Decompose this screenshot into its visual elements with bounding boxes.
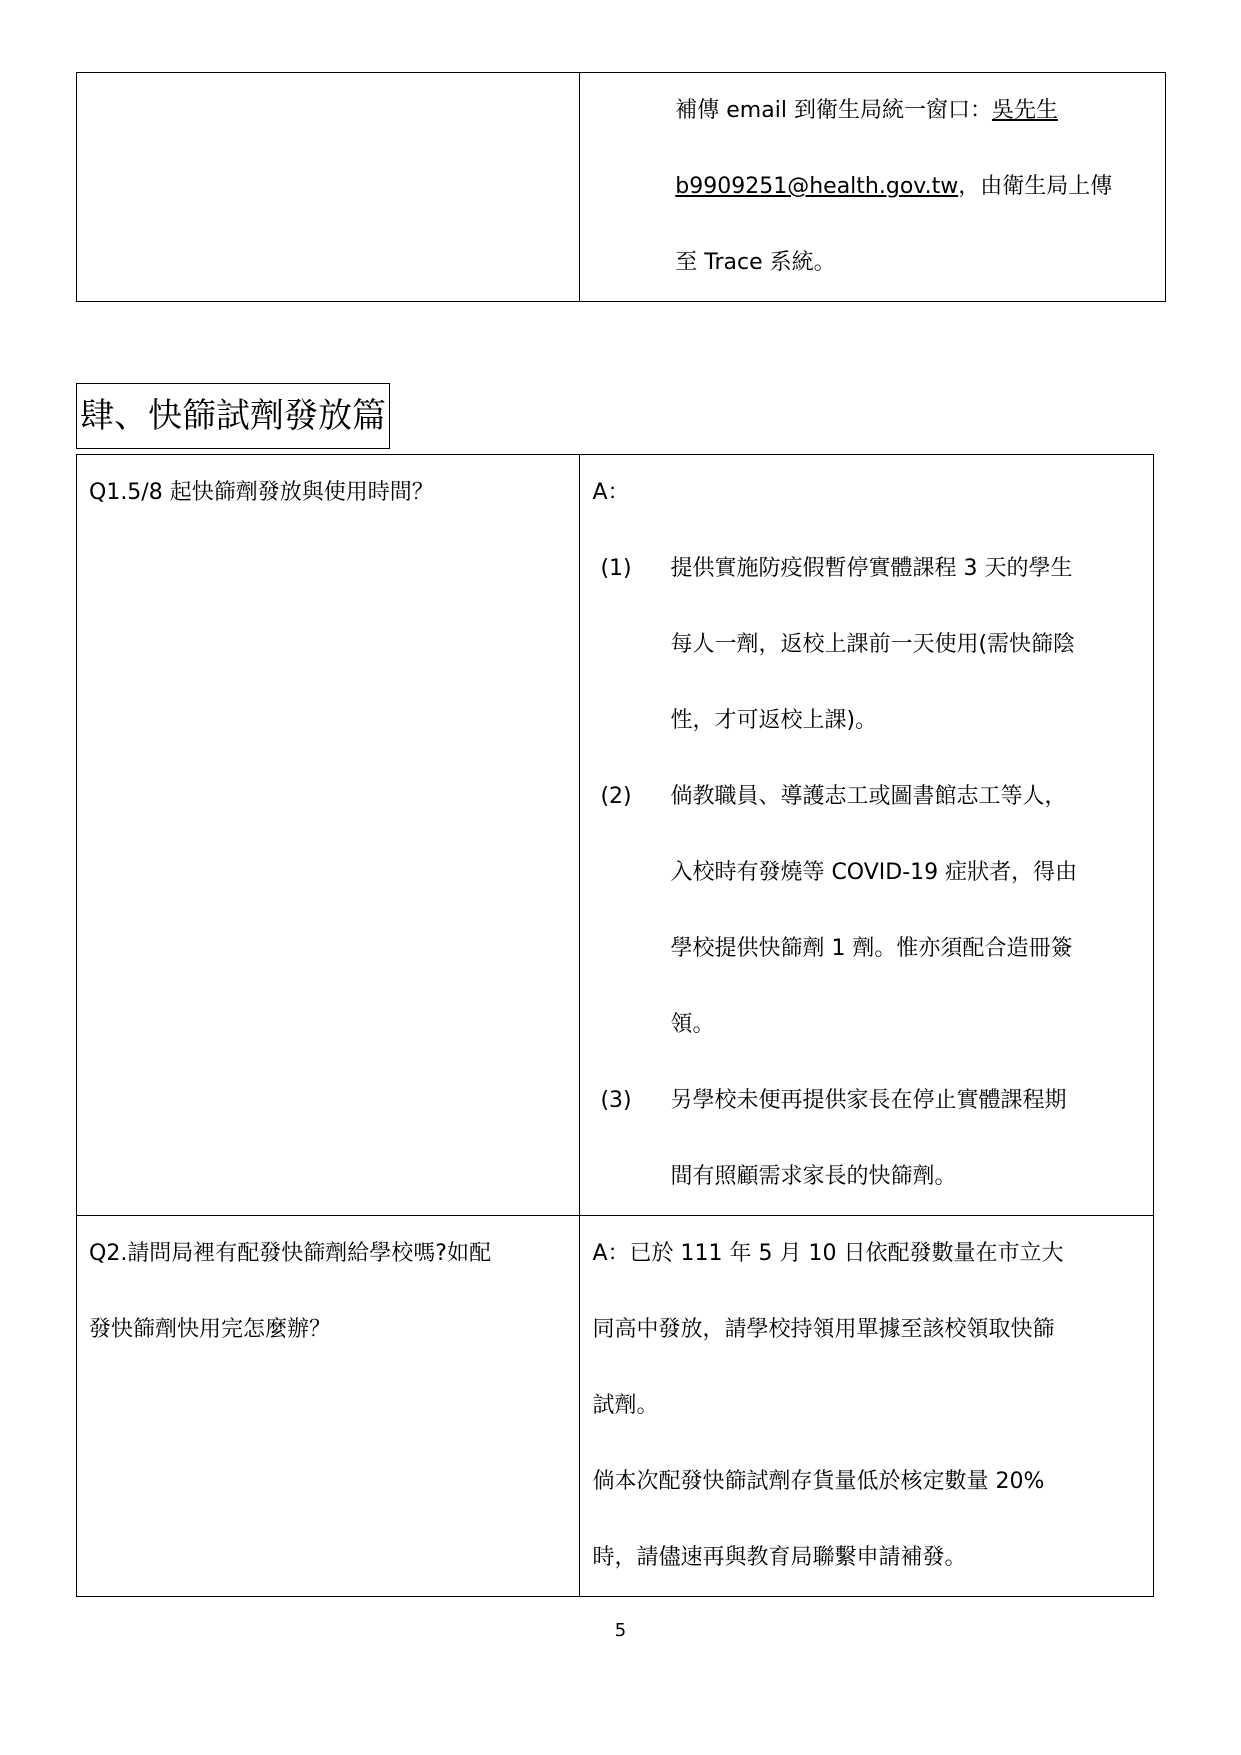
question-line: Q1.5/8 起快篩劑發放與使用時間？: [89, 480, 434, 505]
answer-line: 領。: [670, 1012, 715, 1037]
item-number: (2): [600, 784, 632, 809]
question-cell: [77, 1216, 580, 1597]
answer-line: A：已於 111 年 5 月 10 日依配發數量在市立大: [592, 1241, 1064, 1266]
answer-line: 倘教職員、導護志工或圖書館志工等人，: [670, 784, 1067, 809]
answer-line: 同高中發放，請學校持領用單據至該校領取快篩: [592, 1317, 1055, 1342]
section-title: 肆、快篩試劑發放篇: [76, 383, 390, 449]
top-line-1: 補傳 email 到衛生局統一窗口：吳先生: [675, 98, 1058, 123]
top-line-2: b9909251@health.gov.tw，由衛生局上傳: [675, 174, 1113, 199]
item-number: (3): [600, 1088, 632, 1113]
faq-row-2: [77, 1216, 1154, 1597]
answer-item: [592, 759, 1153, 1063]
answer-line: 間有照顧需求家長的快篩劑。: [670, 1164, 957, 1189]
top-line-3: 至 Trace 系統。: [675, 250, 836, 275]
answer-line: 倘本次配發快篩試劑存貨量低於核定數量 20%: [592, 1469, 1045, 1494]
question-line: 發快篩劑快用完怎麼辦？: [89, 1317, 332, 1342]
item-number: (1): [600, 556, 632, 581]
answer-line: 時，請儘速再與教育局聯繫申請補發。: [592, 1545, 967, 1570]
answer-line: 試劑。: [592, 1393, 659, 1418]
answer-cell: [580, 1216, 1154, 1597]
top-table: [76, 72, 1166, 302]
answer-line: 每人一劑，返校上課前一天使用(需快篩陰: [670, 632, 1076, 657]
answer-line: 學校提供快篩劑 1 劑。惟亦須配合造冊簽: [670, 936, 1073, 961]
answer-intro: A：: [592, 480, 630, 505]
question-cell: [77, 455, 580, 1216]
answer-line: 入校時有發燒等 COVID-19 症狀者，得由: [670, 860, 1078, 885]
faq-row-1: [77, 455, 1154, 1216]
answer-line: 提供實施防疫假暫停實體課程 3 天的學生: [670, 556, 1073, 581]
faq-table: [76, 454, 1154, 1597]
answer-line: 性，才可返校上課)。: [670, 708, 878, 733]
contact-name: 吳先生: [991, 98, 1058, 123]
answer-cell: [580, 455, 1154, 1216]
page-number: 5: [614, 1620, 627, 1641]
top-table-left-cell: [77, 73, 580, 302]
answer-line: 另學校未便再提供家長在停止實體課程期: [670, 1088, 1067, 1113]
question-line: Q2.請問局裡有配發快篩劑給學校嗎?如配: [89, 1241, 491, 1266]
contact-email-link[interactable]: b9909251@health.gov.tw: [675, 174, 959, 199]
top-table-right-cell: [580, 73, 1166, 302]
answer-item: [592, 1063, 1153, 1215]
answer-item: [592, 531, 1153, 759]
